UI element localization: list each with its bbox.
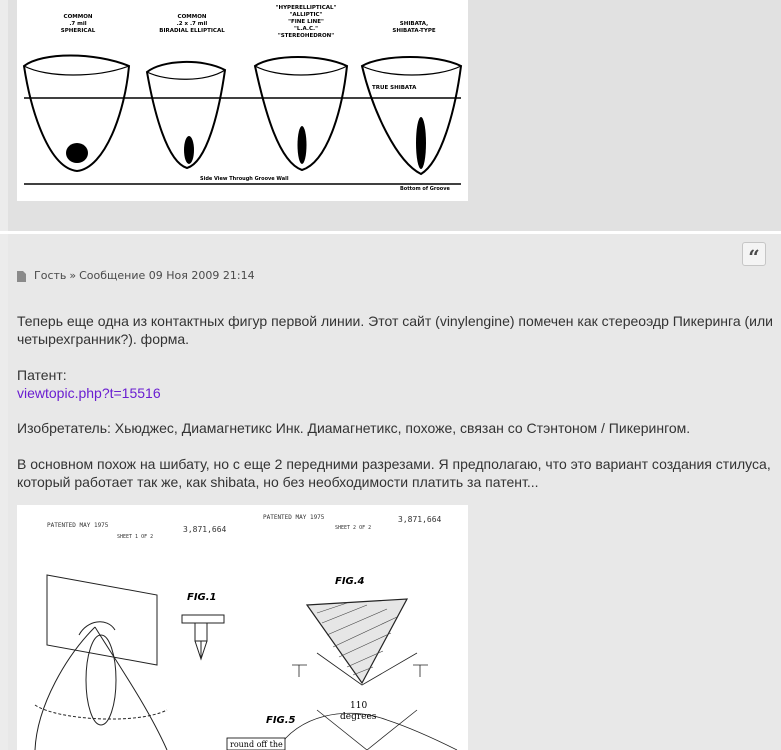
post-paragraph-2: Изобретатель: Хьюджес, Диамагнетикс Инк. Диамагнетикс, похоже, связан со Стэнтоном / Пикерингом.: [17, 420, 691, 436]
label-spherical-2: .7 mil: [69, 21, 87, 27]
patent-right-header: PATENTED MAY 1975: [263, 514, 325, 521]
label-spherical-1: COMMON: [63, 14, 93, 20]
post-author[interactable]: Гость: [34, 269, 67, 282]
label-shibata-1: SHIBATA,: [399, 21, 429, 27]
label-bottom-groove: Bottom of Groove: [400, 186, 450, 192]
fig4-label: FIG.4: [335, 576, 365, 587]
post-body: [17, 312, 777, 491]
degrees-value: 110: [350, 701, 368, 711]
label-elliptical-3: BIRADIAL ELLIPTICAL: [159, 28, 225, 34]
patent-drawing-svg: [17, 505, 468, 750]
contact-elliptical: [184, 136, 194, 164]
label-hyper-5: "STEREOHEDRON": [277, 33, 335, 39]
fig5-label: FIG.5: [266, 715, 296, 726]
post-date: Сообщение 09 Ноя 2009 21:14: [79, 269, 255, 282]
patent-left-header: PATENTED MAY 1975: [47, 522, 109, 529]
stylus-shapes-diagram: [17, 0, 468, 201]
quote-icon: “: [748, 245, 760, 269]
quote-button[interactable]: [742, 242, 766, 269]
label-elliptical-1: COMMON: [177, 14, 207, 20]
post-meta: [17, 268, 255, 284]
label-hyper-4: "L.A.C.": [294, 26, 318, 32]
fig1-plane: [47, 575, 157, 665]
label-true-shibata: TRUE SHIBATA: [372, 85, 417, 91]
label-hyper-2: "ALLIPTIC": [289, 12, 323, 18]
patent-right-sheet: SHEET 2 OF 2: [335, 525, 372, 531]
fig1-label: FIG.1: [187, 592, 217, 603]
contact-shibata: [416, 117, 426, 169]
label-hyper-1: "HYPERELLIPTICAL": [275, 5, 337, 11]
patent-left-number: 3,871,664: [183, 525, 227, 534]
post-paragraph-1: Теперь еще одна из контактных фигур первой линии. Этот сайт (vinylengine) помечен как стереоэдр Пикеринга (или четырехгранник?). форма.: [17, 313, 773, 347]
patent-link[interactable]: viewtopic.php?t=15516: [17, 385, 161, 401]
degrees-unit: degrees: [340, 712, 377, 722]
patent-label: Патент:: [17, 367, 67, 383]
round-note: round off the: [230, 740, 283, 749]
meta-separator: »: [69, 269, 77, 282]
document-icon: [17, 271, 26, 282]
label-shibata-2: SHIBATA-TYPE: [392, 28, 436, 34]
contact-hyperelliptical: [298, 126, 307, 164]
contact-spherical: [66, 143, 88, 163]
patent-left-sheet: SHEET 1 OF 2: [117, 534, 154, 540]
label-spherical-3: SPHERICAL: [60, 28, 96, 34]
post-paragraph-3: В основном похож на шибату, но с еще 2 передними разрезами. Я предполагаю, что это вариант создания стилуса, который работает так же, как shibata, но без необходимости платить за патент...: [17, 456, 771, 490]
patent-right-number: 3,871,664: [398, 515, 442, 524]
label-hyper-3: "FINE LINE": [288, 19, 324, 25]
label-elliptical-2: .2 x .7 mil: [176, 21, 208, 27]
patent-drawing: [17, 505, 468, 750]
label-side-view: Side View Through Groove Wall: [200, 176, 289, 182]
stylus-diagram-svg: [17, 0, 468, 201]
fig1-mount: [182, 615, 224, 623]
